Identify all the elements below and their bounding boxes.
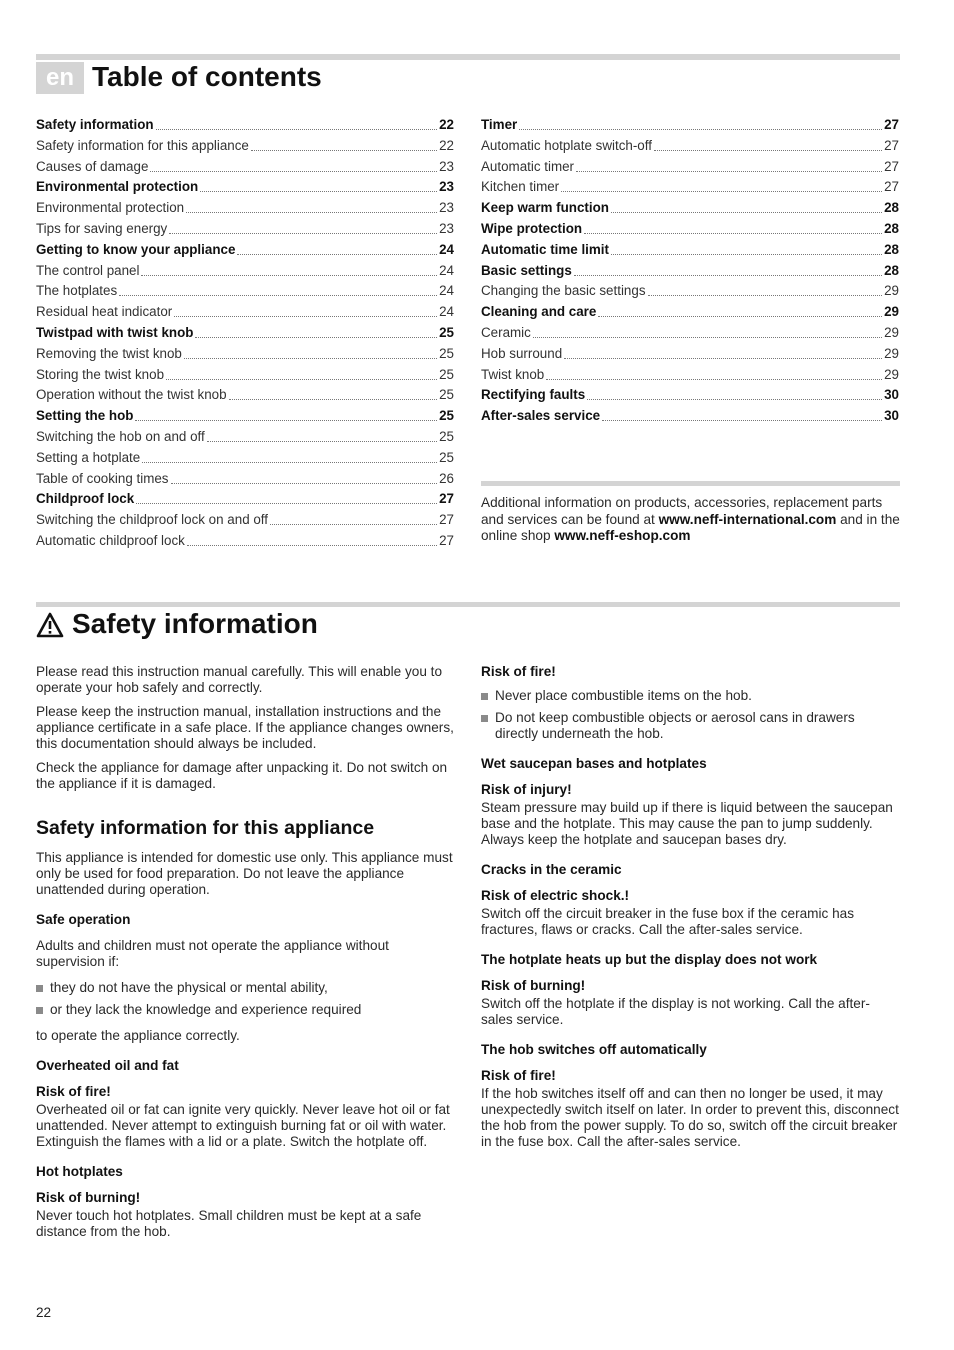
toc-entry[interactable]	[36, 157, 454, 178]
toc-entry[interactable]	[481, 261, 899, 282]
toc-entry-label: Automatic hotplate switch-off	[481, 137, 652, 153]
toc-leader-dots	[611, 243, 882, 255]
display-text: Switch off the hotplate if the display is not working. Call the after-sales service.	[481, 996, 870, 1027]
toc-entry-label: Environmental protection	[36, 179, 199, 195]
toc-entry[interactable]	[36, 177, 454, 198]
toc-entry-page: 29	[884, 345, 899, 361]
auto-text: If the hob switches itself off and can then no longer be used, it may unexpectedly switch itself on later. In order to prevent this, disconnect the hob from the power supply. To do so, switch off the circuit breaker in the fuse box. Call the after-sales service.	[481, 1086, 899, 1149]
safe-operation-text: Adults and children must not operate the appliance without supervision if:	[36, 938, 389, 969]
safety-left-column	[36, 664, 456, 1248]
toc-entry-label: Table of cooking times	[36, 470, 169, 486]
toc-entry[interactable]	[481, 323, 899, 344]
toc-leader-dots	[119, 284, 437, 296]
wet-heading: Wet saucepan bases and hotplates	[481, 756, 707, 771]
language-tag: en	[36, 62, 84, 94]
oil-risk: Risk of fire!	[36, 1084, 111, 1099]
toc-left-column	[36, 115, 454, 552]
toc-entry[interactable]	[36, 531, 454, 552]
safe-operation-list	[36, 980, 456, 1018]
toc-leader-dots	[576, 160, 882, 172]
page-number: 22	[36, 1305, 52, 1320]
toc-entry-page: 23	[439, 158, 454, 174]
toc-entry[interactable]	[481, 281, 899, 302]
toc-entry-label: Storing the twist knob	[36, 366, 165, 382]
toc-entry-page: 24	[439, 241, 454, 257]
toc-entry-label: Childproof lock	[36, 491, 135, 507]
toc-leader-dots	[200, 180, 437, 192]
fire-risk: Risk of fire!	[481, 664, 556, 679]
oil-heading: Overheated oil and fat	[36, 1058, 179, 1073]
warning-icon	[36, 612, 64, 638]
list-item: or they lack the knowledge and experience required	[36, 1002, 456, 1018]
toc-entry-label: Switching the childproof lock on and off	[36, 512, 269, 528]
toc-entry-page: 30	[884, 387, 899, 403]
toc-entry-page: 27	[439, 532, 454, 548]
toc-entry[interactable]	[481, 365, 899, 386]
toc-leader-dots	[229, 388, 438, 400]
toc-entry[interactable]	[481, 115, 899, 136]
toc-entry[interactable]	[481, 240, 899, 261]
intro-paragraph-2: Please keep the instruction manual, installation instructions and the appliance certificate in a safe place. If the appliance changes owners, this documentation should always be included.	[36, 704, 454, 751]
toc-entry-page: 25	[439, 428, 454, 444]
bullet-icon	[36, 1007, 43, 1014]
toc-leader-dots	[171, 472, 438, 484]
toc-entry-label: Ceramic	[481, 324, 531, 340]
toc-entry[interactable]	[481, 406, 899, 427]
toc-entry-label: Cleaning and care	[481, 304, 597, 320]
toc-entry-label: Automatic timer	[481, 158, 575, 174]
toc-entry-page: 30	[884, 408, 899, 424]
hot-heading: Hot hotplates	[36, 1164, 123, 1179]
toc-entry-page: 23	[439, 200, 454, 216]
toc-entry[interactable]	[36, 489, 454, 510]
safety-right-column	[481, 664, 901, 1158]
display-risk: Risk of burning!	[481, 978, 586, 993]
toc-entry-page: 29	[884, 304, 899, 320]
toc-entry-label: Automatic time limit	[481, 241, 609, 257]
toc-entry-label: Basic settings	[481, 262, 572, 278]
toc-entry-label: Setting the hob	[36, 408, 134, 424]
wet-risk: Risk of injury!	[481, 782, 572, 797]
appliance-heading: Safety information for this appliance	[36, 817, 375, 839]
toc-entry[interactable]	[481, 136, 899, 157]
toc-leader-dots	[184, 347, 437, 359]
toc-entry-page: 25	[439, 366, 454, 382]
toc-entry[interactable]	[36, 323, 454, 344]
toc-entry[interactable]	[36, 198, 454, 219]
toc-entry-label: Keep warm function	[481, 200, 609, 216]
toc-leader-dots	[564, 347, 882, 359]
auto-heading: The hob switches off automatically	[481, 1042, 707, 1057]
list-item: Never place combustible items on the hob.	[481, 688, 901, 704]
toc-entry[interactable]	[36, 365, 454, 386]
toc-leader-dots	[207, 430, 437, 442]
toc-entry-page: 28	[884, 241, 899, 257]
toc-entry-page: 27	[884, 158, 899, 174]
toc-leader-dots	[142, 451, 437, 463]
toc-leader-dots	[519, 118, 882, 130]
toc-entry-label: Changing the basic settings	[481, 283, 646, 299]
toc-leader-dots	[186, 201, 437, 213]
toc-entry[interactable]	[481, 344, 899, 365]
toc-entry[interactable]	[36, 136, 454, 157]
toc-leader-dots	[611, 201, 882, 213]
toc-leader-dots	[187, 534, 437, 546]
toc-entry[interactable]	[36, 427, 454, 448]
toc-entry-label: Tips for saving energy	[36, 220, 168, 236]
display-heading: The hotplate heats up but the display does not work	[481, 952, 818, 967]
toc-entry-label: Hob surround	[481, 345, 563, 361]
toc-entry-page: 29	[884, 283, 899, 299]
safe-operation-heading: Safe operation	[36, 912, 131, 927]
safe-operation-tail: to operate the appliance correctly.	[36, 1028, 240, 1043]
toc-leader-dots	[150, 160, 437, 172]
additional-info	[481, 495, 901, 545]
toc-right-column	[481, 115, 899, 427]
toc-leader-dots	[546, 368, 882, 380]
toc-entry-page: 22	[439, 117, 454, 132]
toc-leader-dots	[654, 139, 882, 151]
toc-leader-dots	[237, 243, 437, 255]
toc-entry-label: The hotplates	[36, 283, 118, 299]
toc-entry-page: 24	[439, 283, 454, 299]
toc-entry-label: Residual heat indicator	[36, 304, 173, 320]
toc-leader-dots	[598, 305, 882, 317]
safety-title: Safety information	[72, 608, 318, 639]
toc-entry-label: Removing the twist knob	[36, 345, 182, 361]
toc-entry-label: Safety information for this appliance	[36, 137, 249, 153]
hot-text: Never touch hot hotplates. Small children must be kept at a safe distance from the hob.	[36, 1208, 422, 1239]
toc-entry[interactable]	[36, 219, 454, 240]
top-rule	[36, 54, 900, 60]
toc-leader-dots	[195, 326, 437, 338]
intro-paragraph-3: Check the appliance for damage after unpacking it. Do not switch on the appliance if it is damaged.	[36, 760, 448, 791]
toc-entry[interactable]	[481, 302, 899, 323]
link-neff-international[interactable]: www.neff-international.com	[658, 511, 837, 527]
toc-entry-label: Safety information	[36, 117, 154, 132]
toc-entry-label: Automatic childproof lock	[36, 532, 185, 548]
toc-leader-dots	[141, 264, 437, 276]
toc-leader-dots	[574, 264, 882, 276]
toc-entry[interactable]	[36, 344, 454, 365]
auto-risk: Risk of fire!	[481, 1068, 556, 1083]
bullet-icon	[36, 985, 43, 992]
toc-entry-label: Wipe protection	[481, 220, 583, 236]
toc-entry-page: 25	[439, 449, 454, 465]
toc-entry-page: 24	[439, 262, 454, 278]
toc-entry-label: Setting a hotplate	[36, 449, 141, 465]
toc-entry-label: Twist knob	[481, 366, 545, 382]
toc-entry-page: 29	[884, 366, 899, 382]
toc-entry-page: 22	[439, 137, 454, 153]
toc-leader-dots	[587, 388, 882, 400]
bullet-icon	[481, 693, 488, 700]
info-rule	[481, 481, 900, 486]
toc-entry-label: After-sales service	[481, 408, 601, 424]
toc-entry-page: 28	[884, 220, 899, 236]
toc-entry[interactable]	[481, 385, 899, 406]
cracks-text: Switch off the circuit breaker in the fuse box if the ceramic has fractures, flaws or cracks. Call the after-sales service.	[481, 906, 854, 937]
toc-entry-page: 28	[884, 262, 899, 278]
toc-entry[interactable]	[36, 469, 454, 490]
toc-entry-label: The control panel	[36, 262, 140, 278]
toc-entry[interactable]	[36, 385, 454, 406]
toc-leader-dots	[169, 222, 437, 234]
toc-entry-page: 24	[439, 304, 454, 320]
toc-entry-page: 27	[439, 491, 454, 507]
toc-entry[interactable]	[481, 157, 899, 178]
toc-entry-page: 26	[439, 470, 454, 486]
toc-leader-dots	[166, 368, 437, 380]
toc-leader-dots	[136, 492, 437, 504]
toc-leader-dots	[135, 409, 437, 421]
toc-entry[interactable]	[36, 240, 454, 261]
toc-entry-page: 27	[884, 137, 899, 153]
toc-leader-dots	[561, 180, 882, 192]
toc-entry-label: Environmental protection	[36, 200, 185, 216]
toc-entry[interactable]	[481, 219, 899, 240]
toc-leader-dots	[270, 513, 437, 525]
toc-entry[interactable]	[36, 448, 454, 469]
wet-text: Steam pressure may build up if there is liquid between the saucepan base and the hotplate. This may cause the pan to jump suddenly. Always keep the hotplate and saucepan bases dry.	[481, 800, 893, 847]
toc-entry[interactable]	[481, 177, 899, 198]
toc-entry-label: Getting to know your appliance	[36, 241, 236, 257]
toc-entry-label: Rectifying faults	[481, 387, 586, 403]
toc-leader-dots	[251, 139, 437, 151]
info-text-1: Additional information on products, accessories, replacement parts and services can be found at	[481, 495, 883, 527]
link-neff-eshop[interactable]: www.neff-eshop.com	[554, 528, 691, 543]
toc-entry-page: 27	[439, 512, 454, 528]
toc-leader-dots	[156, 118, 438, 130]
toc-entry[interactable]	[481, 198, 899, 219]
toc-title: Table of contents	[92, 61, 322, 92]
toc-entry-page: 29	[884, 324, 899, 340]
fire-list	[481, 688, 901, 742]
toc-leader-dots	[174, 305, 437, 317]
toc-entry-page: 23	[439, 179, 454, 195]
toc-entry-page: 25	[439, 387, 454, 403]
toc-entry-page: 25	[439, 324, 454, 340]
toc-entry-page: 23	[439, 220, 454, 236]
bullet-icon	[481, 715, 488, 722]
safety-rule	[36, 602, 900, 607]
toc-leader-dots	[584, 222, 882, 234]
hot-risk: Risk of burning!	[36, 1190, 141, 1205]
toc-leader-dots	[533, 326, 882, 338]
list-item: they do not have the physical or mental ability,	[36, 980, 456, 996]
cracks-heading: Cracks in the ceramic	[481, 862, 622, 877]
toc-entry-label: Twistpad with twist knob	[36, 324, 194, 340]
toc-leader-dots	[648, 284, 883, 296]
toc-entry[interactable]	[36, 261, 454, 282]
toc-entry[interactable]	[36, 510, 454, 531]
oil-text: Overheated oil or fat can ignite very quickly. Never leave hot oil or fat unattended. Never attempt to extinguish burning fat or oil with water. Extinguish the flames with a lid or a plate. Switch the hotplate off.	[36, 1102, 450, 1149]
toc-entry[interactable]	[36, 115, 454, 136]
toc-entry-label: Operation without the twist knob	[36, 387, 227, 403]
toc-entry-page: 27	[884, 179, 899, 195]
toc-entry[interactable]	[36, 281, 454, 302]
toc-entry-page: 25	[439, 408, 454, 424]
toc-entry-label: Kitchen timer	[481, 179, 560, 195]
toc-entry-label: Switching the hob on and off	[36, 428, 205, 444]
list-item: Do not keep combustible objects or aerosol cans in drawers directly underneath the hob.	[481, 710, 901, 742]
toc-entry-label: Timer	[481, 117, 518, 132]
toc-entry[interactable]	[36, 406, 454, 427]
toc-entry[interactable]	[36, 302, 454, 323]
info-text-2: and in the online shop	[481, 511, 900, 543]
appliance-text: This appliance is intended for domestic use only. This appliance must only be used for food preparation. Do not leave the appliance unattended during operation.	[36, 850, 453, 897]
toc-entry-page: 28	[884, 200, 899, 216]
toc-entry-page: 27	[884, 117, 899, 132]
intro-paragraph-1: Please read this instruction manual carefully. This will enable you to operate your hob safely and correctly.	[36, 664, 443, 695]
toc-entry-label: Causes of damage	[36, 158, 149, 174]
toc-leader-dots	[602, 409, 882, 421]
cracks-risk: Risk of electric shock.!	[481, 888, 630, 903]
toc-entry-page: 25	[439, 345, 454, 361]
